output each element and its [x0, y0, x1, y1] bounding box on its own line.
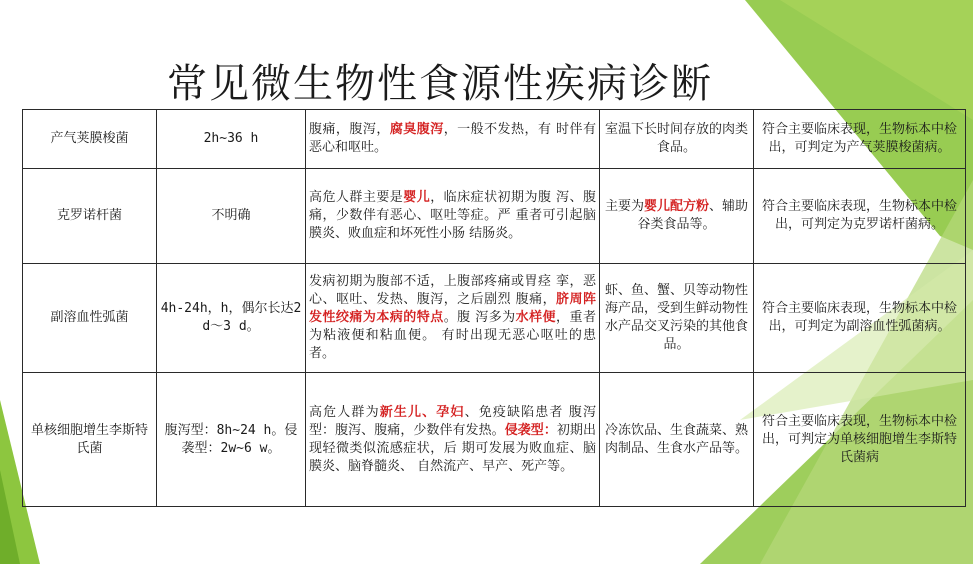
diagnosis-criteria: 符合主要临床表现，生物标本中检出，可判定为单核细胞增生李斯特氏菌病: [754, 373, 966, 507]
food-cell: [600, 264, 754, 373]
table-row: [23, 373, 966, 507]
food-cell: [600, 169, 754, 264]
food-cell: [600, 373, 754, 507]
table-row: [23, 264, 966, 373]
slide-title: 常见微生物性食源性疾病诊断: [167, 61, 713, 107]
symptoms-cell: [306, 110, 600, 169]
pathogen-name: 副溶血性弧菌: [23, 264, 157, 373]
symptoms-text: ，一般不发热，有 时伴有恶心和呕吐。: [309, 122, 596, 155]
symptoms-text: 腹痛，腹泻，: [309, 122, 390, 137]
symptoms-highlight: 新生儿、孕妇: [379, 404, 465, 420]
table-row: [23, 110, 966, 169]
food-text: 冷冻饮品、生食蔬菜、熟肉制品、生食水产品等。: [604, 422, 748, 456]
food-text: 主要为: [604, 199, 644, 214]
food-text: 虾、鱼、蟹、贝等动物性海产品，受到生鲜动物性水产品交叉污染的其他食品。: [604, 283, 748, 352]
symptoms-text: 初期出现轻微类似流感症状，后 期可发展为败血症、脑膜炎、脑脊髓炎、 自然流产、早产、死产等。: [309, 422, 596, 474]
symptoms-cell: [306, 373, 600, 507]
symptoms-text: 、免疫缺陷患者 腹泻型：腹泻、腹痛，少数伴有发热。: [309, 404, 596, 438]
diagnosis-table: [22, 109, 966, 507]
food-text: 室温下长时间存放的肉类食品。: [604, 122, 748, 155]
symptoms-cell: [306, 169, 600, 264]
symptoms-highlight: 腐臭腹泻: [389, 122, 444, 137]
symptoms-highlight: 脐周阵发性绞痛为本病的特点: [309, 292, 596, 325]
symptoms-text: 高危人群为: [309, 404, 380, 420]
pathogen-name: 克罗诺杆菌: [23, 169, 157, 264]
symptoms-highlight: 水样便: [515, 310, 557, 325]
incubation-period: 4h-24h，h，偶尔长达2 d～3 d。: [157, 264, 306, 373]
diagnosis-criteria: 符合主要临床表现，生物标本中检出，可判定为产气荚膜梭菌病。: [754, 110, 966, 169]
symptoms-text: 。腹 泻多为: [443, 310, 516, 325]
incubation-period: 腹泻型：8h~24 h。侵袭型：2w~6 w。: [157, 373, 306, 507]
symptoms-text: ，重者为粘液便和粘血便。 有时出现无恶心呕吐的患者。: [309, 310, 596, 361]
incubation-period: 2h~36 h: [157, 110, 306, 169]
incubation-period: 不明确: [157, 169, 306, 264]
food-text: 、辅助谷类食品等。: [637, 199, 749, 232]
symptoms-cell: [306, 264, 600, 373]
pathogen-name: 产气荚膜梭菌: [23, 110, 157, 169]
food-highlight: 婴儿配方粉: [643, 199, 709, 214]
symptoms-text: ，临床症状初期为腹 泻、腹痛，少数伴有恶心、呕吐等症。严 重者可引起脑膜炎、败血症和坏死性小肠 结肠炎。: [309, 190, 596, 241]
diagnosis-criteria: 符合主要临床表现，生物标本中检出，可判定为副溶血性弧菌病。: [754, 264, 966, 373]
diagnosis-criteria: 符合主要临床表现，生物标本中检出，可判定为克罗诺杆菌病。: [754, 169, 966, 264]
symptoms-highlight: 婴儿: [403, 190, 431, 205]
symptoms-text: 高危人群主要是: [309, 190, 404, 205]
food-cell: [600, 110, 754, 169]
symptoms-text: 发病初期为腹部不适，上腹部疼痛或胃痉 挛，恶心、呕吐、发热、腹泻，之后剧烈 腹痛，: [309, 274, 596, 307]
pathogen-name: 单核细胞增生李斯特氏菌: [23, 373, 157, 507]
symptoms-highlight: 侵袭型：: [504, 422, 557, 438]
table-row: [23, 169, 966, 264]
